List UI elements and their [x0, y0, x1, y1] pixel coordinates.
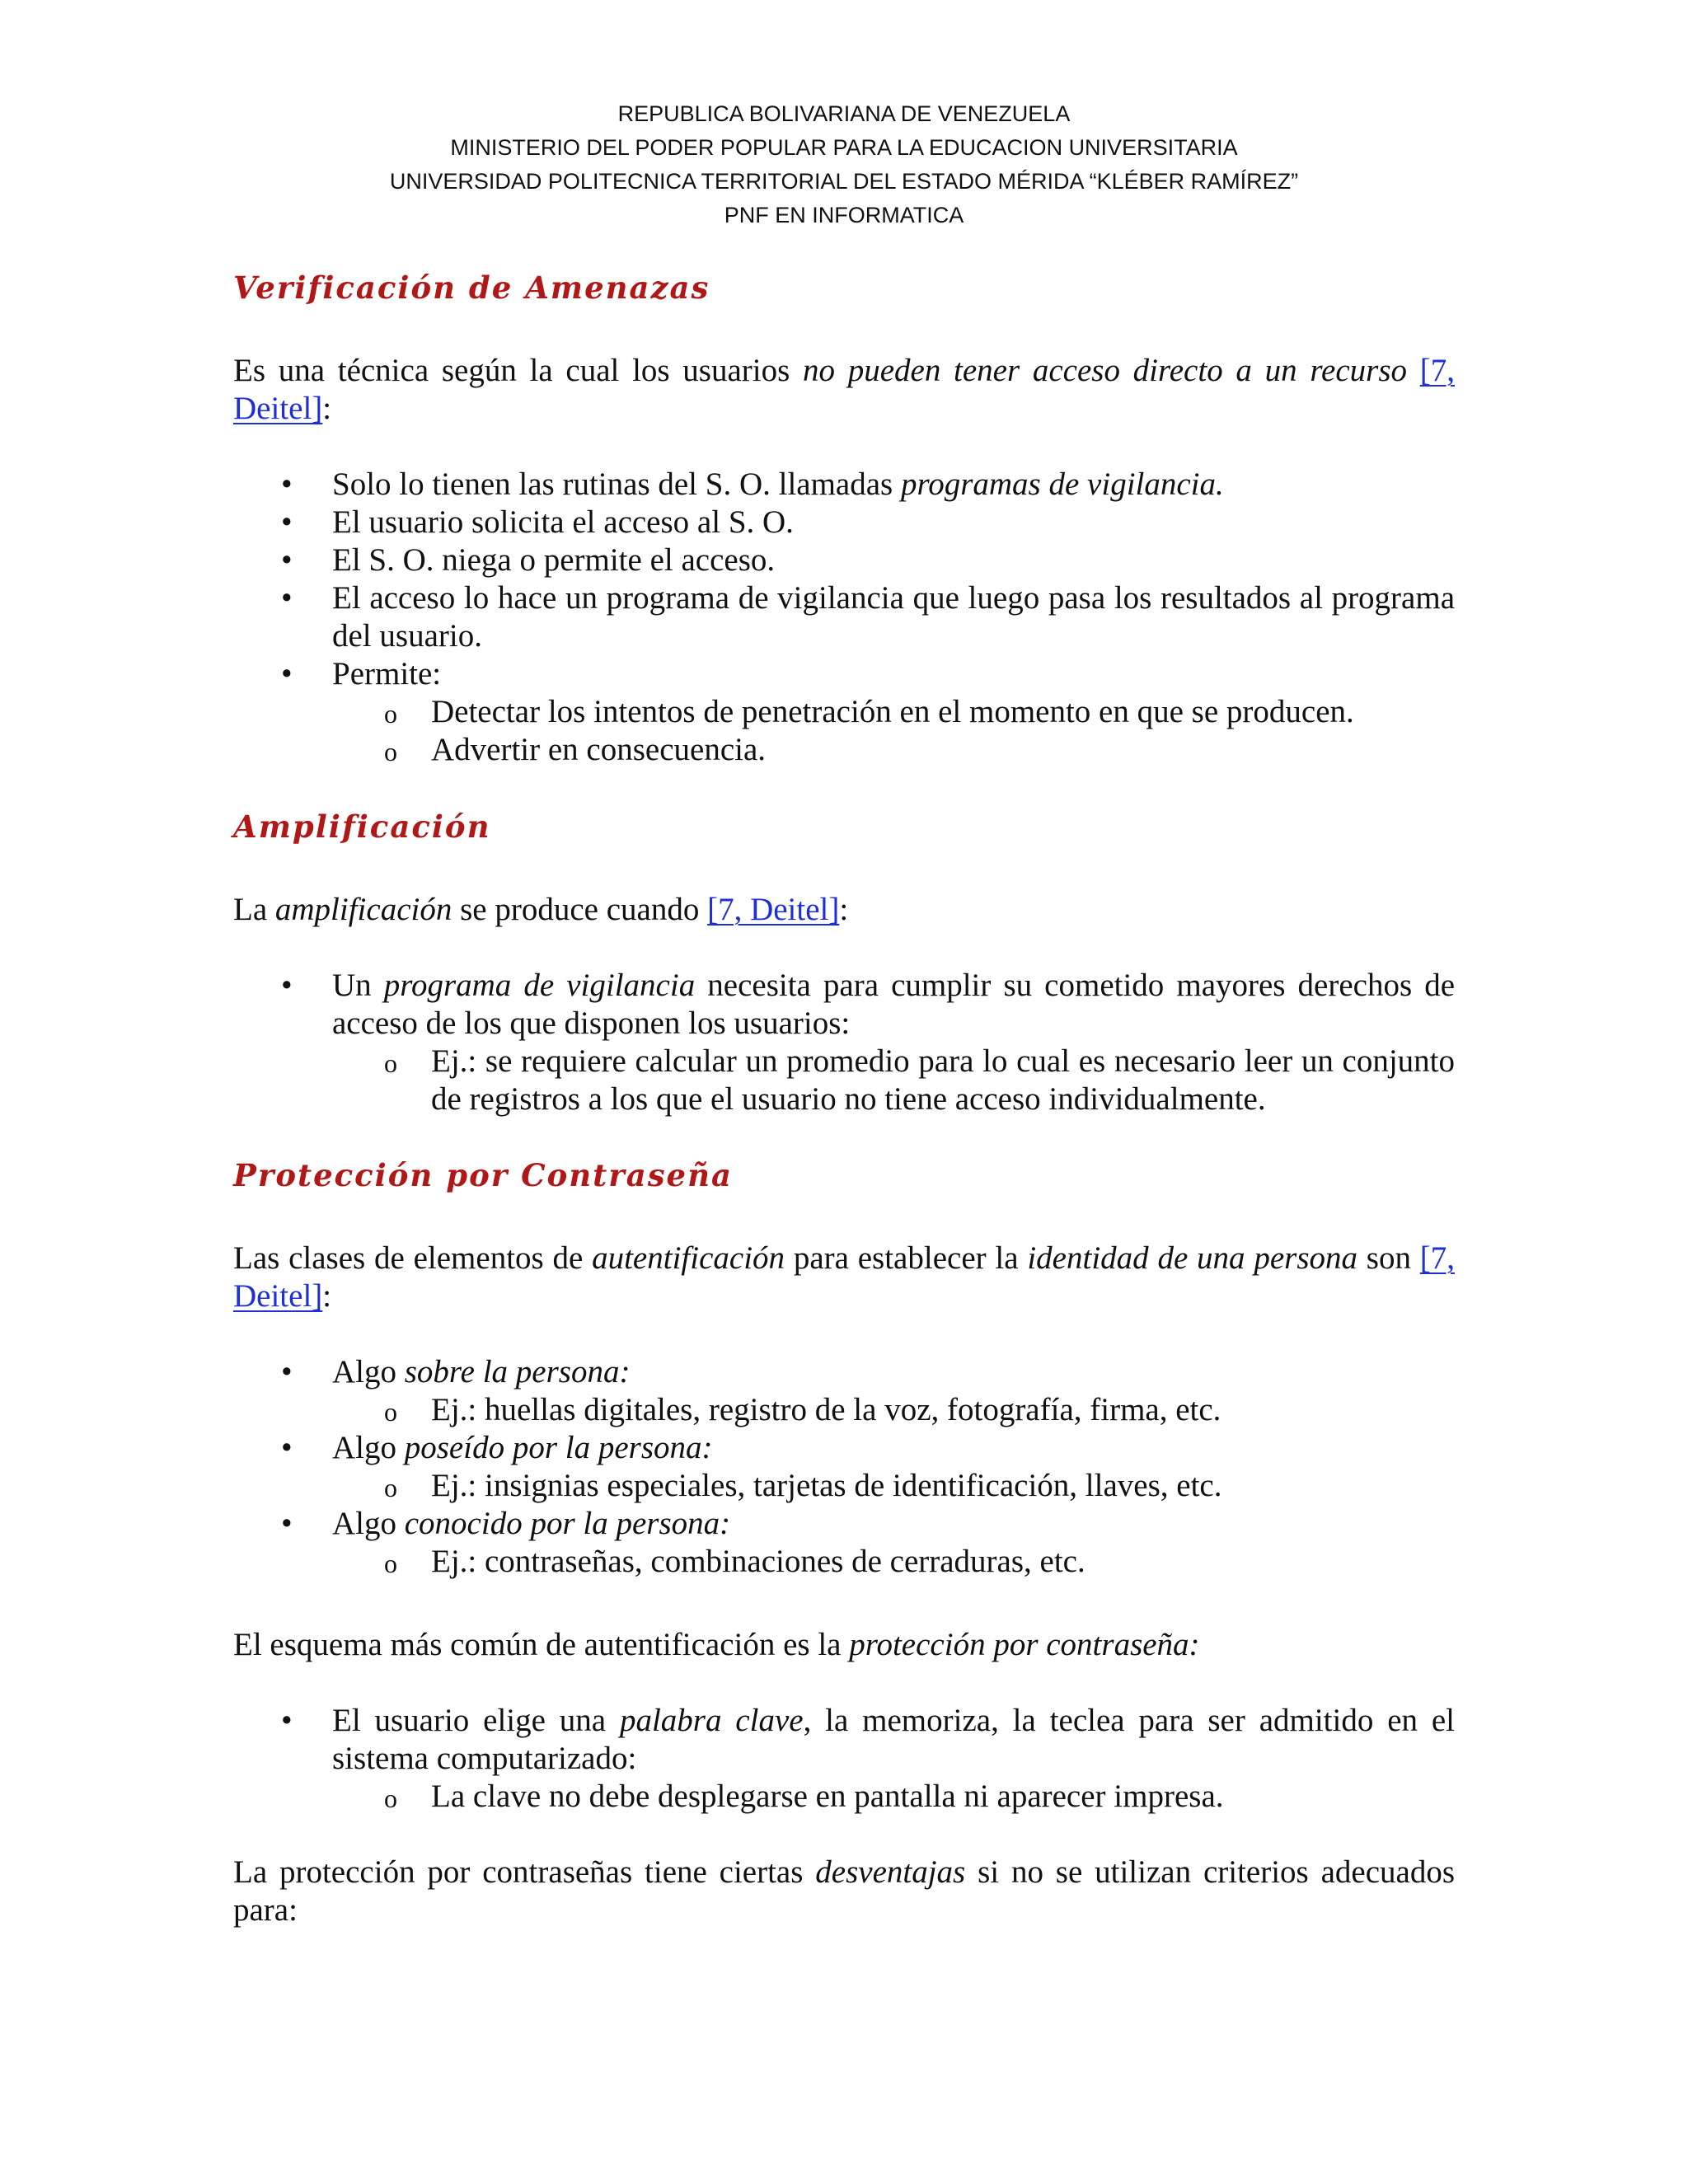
- institution-header: [233, 97, 1455, 232]
- citation-link[interactable]: [7, Deitel]: [233, 1240, 1455, 1314]
- list-item: [233, 967, 1455, 1043]
- contrasena-closing: [233, 1854, 1455, 1929]
- scheme-list: [233, 1702, 1455, 1816]
- bullet-icon: •: [281, 656, 293, 691]
- closing-text: La protección por contraseñas tiene ciertas: [233, 1854, 816, 1890]
- bullet-icon: •: [281, 504, 293, 540]
- citation-link[interactable]: [7, Deitel]: [233, 353, 1456, 426]
- circle-bullet-icon: o: [384, 1397, 397, 1427]
- intro-text: se produce cuando: [452, 892, 708, 927]
- sub-list-item: [233, 1778, 1455, 1816]
- heading-amplificacion: Amplificación: [233, 808, 491, 845]
- contrasena-intro: [233, 1240, 1455, 1315]
- item-text: , la memoriza, la teclea para ser admitido en el sistema computarizado:: [332, 1703, 1455, 1776]
- amplificacion-intro: [233, 891, 1455, 929]
- contrasena-scheme: [233, 1626, 1455, 1664]
- item-text: Algo: [332, 1430, 405, 1465]
- item-text: Algo: [332, 1354, 405, 1390]
- verificacion-list: [233, 466, 1455, 769]
- closing-italic: desventajas: [815, 1854, 966, 1890]
- bullet-icon: •: [281, 580, 293, 616]
- intro-colon: :: [839, 892, 849, 927]
- scheme-text: El esquema más común de autentificación es la: [233, 1627, 850, 1662]
- verificacion-intro: [233, 352, 1455, 428]
- sub-list-item: [233, 731, 1455, 769]
- heading-contrasena: Protección por Contraseña: [233, 1157, 733, 1193]
- contrasena-list: [233, 1353, 1455, 1581]
- scheme-italic: protección por contraseña:: [849, 1627, 1200, 1662]
- header-line-ministry: MINISTERIO DEL PODER POPULAR PARA LA EDUCACION UNIVERSITARIA: [450, 135, 1238, 160]
- item-text: Solo lo tienen las rutinas del S. O. llamadas: [332, 466, 901, 502]
- header-line-republic: REPUBLICA BOLIVARIANA DE VENEZUELA: [617, 101, 1071, 126]
- bullet-icon: •: [281, 466, 293, 502]
- sub-list-item: [233, 1467, 1455, 1505]
- item-text: Ej.: huellas digitales, registro de la voz, fotografía, firma, etc.: [431, 1392, 1221, 1427]
- circle-bullet-icon: o: [384, 1473, 397, 1502]
- intro-text: La: [233, 892, 275, 927]
- item-text: Un: [332, 968, 384, 1003]
- intro-colon: :: [322, 391, 332, 426]
- item-text: Ej.: insignias especiales, tarjetas de identificación, llaves, etc.: [431, 1468, 1222, 1503]
- intro-italic: autentificación: [592, 1240, 785, 1276]
- intro-italic: identidad de una persona: [1027, 1240, 1357, 1276]
- sub-list-item: [233, 1543, 1455, 1581]
- list-item: [233, 655, 1455, 693]
- bullet-icon: •: [281, 1506, 293, 1541]
- header-line-program: PNF EN INFORMATICA: [724, 203, 964, 227]
- list-item: [233, 1429, 1455, 1467]
- intro-text: Las clases de elementos de: [233, 1240, 593, 1276]
- item-text: El S. O. niega o permite el acceso.: [332, 542, 776, 578]
- sub-list-item: [233, 1391, 1455, 1429]
- heading-verificacion: Verificación de Amenazas: [233, 269, 710, 306]
- list-item: [233, 579, 1455, 655]
- closing-text: si no se utilizan criterios adecuados para:: [233, 1854, 1455, 1928]
- amplificacion-list: [233, 967, 1455, 1118]
- bullet-icon: •: [281, 1354, 293, 1390]
- item-italic: programa de vigilancia: [383, 968, 696, 1003]
- intro-text: son: [1357, 1240, 1420, 1276]
- item-italic: sobre la persona:: [404, 1354, 631, 1390]
- bullet-icon: •: [281, 1430, 293, 1465]
- circle-bullet-icon: o: [384, 737, 397, 766]
- sub-list-item: [233, 1043, 1455, 1118]
- intro-text: para establecer la: [785, 1240, 1028, 1276]
- intro-italic: amplificación: [274, 892, 452, 927]
- item-text: Detectar los intentos de penetración en el momento en que se producen.: [431, 694, 1354, 729]
- list-item: [233, 541, 1455, 579]
- sub-list-item: [233, 693, 1455, 731]
- item-italic: conocido por la persona:: [404, 1506, 731, 1541]
- intro-colon: :: [322, 1278, 332, 1314]
- item-text: Advertir en consecuencia.: [431, 732, 767, 767]
- item-italic: poseído por la persona:: [404, 1430, 713, 1465]
- item-italic: programas de vigilancia.: [900, 466, 1224, 502]
- list-item: [233, 466, 1455, 504]
- item-text: Permite:: [332, 656, 442, 691]
- item-text: necesita para cumplir su cometido mayores derechos de acceso de los que disponen los usuarios:: [332, 968, 1456, 1041]
- bullet-icon: •: [281, 1703, 293, 1738]
- intro-text: Es una técnica según la cual los usuarios: [233, 353, 803, 388]
- item-text: El acceso lo hace un programa de vigilancia que luego pasa los resultados al programa del usuario.: [332, 580, 1455, 654]
- citation-link[interactable]: [7, Deitel]: [707, 892, 840, 927]
- circle-bullet-icon: o: [384, 1783, 397, 1813]
- circle-bullet-icon: o: [384, 1549, 397, 1578]
- item-text: Algo: [332, 1506, 405, 1541]
- intro-italic: no pueden tener acceso directo a un recurso: [802, 353, 1408, 388]
- item-text: La clave no debe desplegarse en pantalla ni aparecer impresa.: [431, 1779, 1224, 1814]
- list-item: [233, 1353, 1455, 1391]
- item-text: Ej.: se requiere calcular un promedio para lo cual es necesario leer un conjunto de registros a los que el usuario no tiene acceso individualmente.: [431, 1043, 1455, 1117]
- item-italic: palabra clave: [619, 1703, 804, 1738]
- bullet-icon: •: [281, 542, 293, 578]
- header-line-university: UNIVERSIDAD POLITECNICA TERRITORIAL DEL ESTADO MÉRIDA “KLÉBER RAMÍREZ”: [389, 169, 1299, 194]
- item-text: El usuario solicita el acceso al S. O.: [332, 504, 794, 540]
- list-item: [233, 504, 1455, 541]
- list-item: [233, 1505, 1455, 1543]
- list-item: [233, 1702, 1455, 1778]
- circle-bullet-icon: o: [384, 699, 397, 729]
- item-text: Ej.: contraseñas, combinaciones de cerraduras, etc.: [431, 1544, 1085, 1579]
- circle-bullet-icon: o: [384, 1048, 397, 1078]
- bullet-icon: •: [281, 968, 293, 1003]
- intro-space: [1407, 353, 1420, 388]
- item-text: El usuario elige una: [332, 1703, 620, 1738]
